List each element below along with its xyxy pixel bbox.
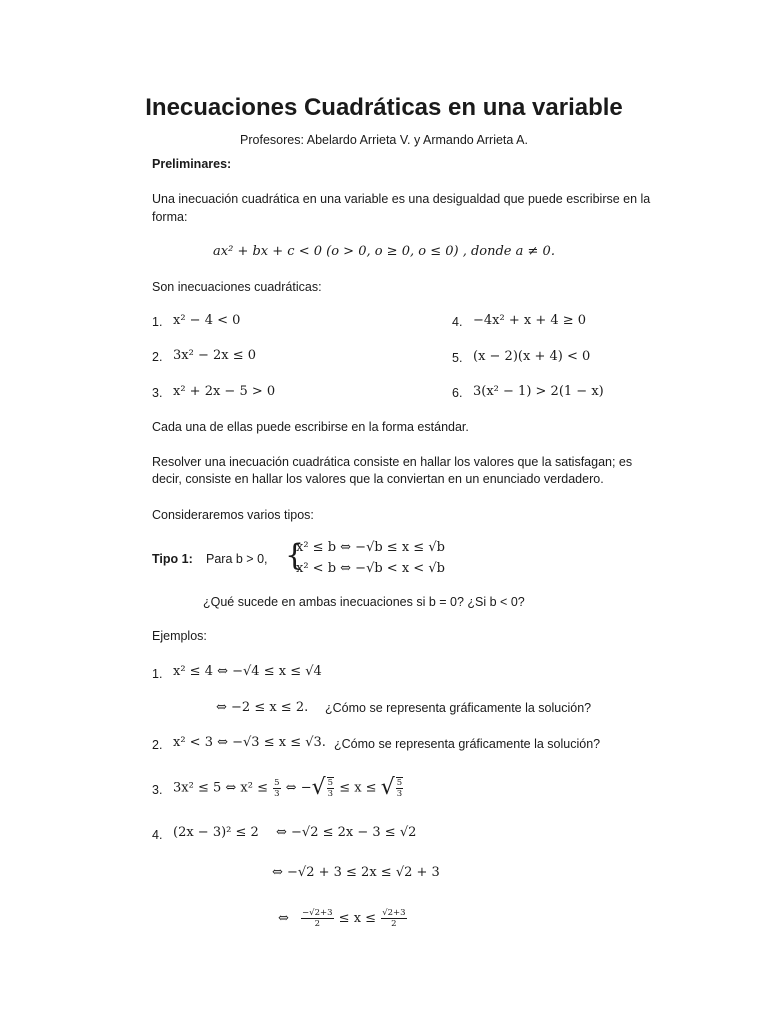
tipo1-line-1: x² ≤ b ⇔ −√b ≤ x ≤ √b <box>296 540 445 555</box>
intro-line-2: forma: <box>152 210 188 224</box>
fraction-denominator: 3 <box>327 789 334 799</box>
example-4-lhs: (2x − 3)² ≤ 2 <box>173 825 259 840</box>
fraction-denominator: 2 <box>314 919 320 929</box>
list-item-expression: (x − 2)(x + 4) < 0 <box>473 349 591 364</box>
preliminares-heading: Preliminares: <box>152 157 232 171</box>
standard-form: ax² + bx + c < 0 (o > 0, o ≥ 0, o ≤ 0) , donde a ≠ 0. <box>213 244 555 259</box>
list-item-number: 5. <box>452 351 463 365</box>
example-2-line: x² < 3 ⇔ −√3 ≤ x ≤ √3. <box>173 735 326 750</box>
intro-line-1: Una inecuación cuadrática en una variable es una desigualdad que puede escribirse en la <box>152 192 651 206</box>
example-2-question: ¿Cómo se representa gráficamente la solución? <box>334 737 601 751</box>
resolver-line-1: Resolver una inecuación cuadrática consiste en hallar los valores que la satisfagan; es <box>152 455 633 469</box>
fraction-numerator: √2+3 <box>382 908 406 918</box>
fraction-denominator: 3 <box>274 788 280 799</box>
list-item-expression: 3x² − 2x ≤ 0 <box>173 348 257 363</box>
example-4-step-2: ⇔ −√2 + 3 ≤ 2x ≤ √2 + 3 <box>272 865 440 880</box>
tipo1-condition: Para b > 0, <box>206 552 268 566</box>
example-number: 2. <box>152 738 163 752</box>
document-title: Inecuaciones Cuadráticas en una variable <box>145 94 623 121</box>
example-number: 3. <box>152 783 163 797</box>
example-4-step-1: ⇔ −√2 ≤ 2x − 3 ≤ √2 <box>276 825 417 840</box>
list-item-expression: 3(x² − 1) > 2(1 − x) <box>473 384 604 399</box>
example-3-expression <box>173 773 404 803</box>
list-item-number: 6. <box>452 386 463 400</box>
list-item-number: 2. <box>152 350 163 364</box>
equivalence-symbol: ⇔ <box>278 911 289 926</box>
fraction-denominator: 3 <box>396 789 403 799</box>
standard-form-note: Cada una de ellas puede escribirse en la forma estándar. <box>152 420 469 434</box>
fraction <box>273 778 280 799</box>
fraction-numerator: 5 <box>327 778 334 788</box>
example-4-middle: ≤ x ≤ <box>338 911 377 926</box>
example-number: 1. <box>152 667 163 681</box>
list-item-number: 1. <box>152 315 163 329</box>
example-3-part-b: ⇔ − <box>285 780 312 796</box>
sqrt-icon: √ <box>311 775 326 800</box>
fraction-numerator: −√2+3 <box>302 908 333 918</box>
tipo1-label: Tipo 1: <box>152 552 193 566</box>
list-item-expression: −4x² + x + 4 ≥ 0 <box>473 313 587 328</box>
list-item-expression: x² + 2x − 5 > 0 <box>173 384 276 399</box>
fraction <box>301 908 333 929</box>
fraction-numerator: 5 <box>274 777 280 788</box>
example-1-line-1: x² ≤ 4 ⇔ −√4 ≤ x ≤ √4 <box>173 664 322 679</box>
example-4-step-3 <box>278 904 408 934</box>
fraction <box>327 777 334 799</box>
ejemplos-heading: Ejemplos: <box>152 629 207 643</box>
son-heading: Son inecuaciones cuadráticas: <box>152 280 322 294</box>
tipos-heading: Consideraremos varios tipos: <box>152 508 314 522</box>
fraction <box>396 777 403 799</box>
fraction <box>381 908 406 929</box>
tipo1-line-2: x² < b ⇔ −√b < x < √b <box>296 561 445 576</box>
example-3-part-a: 3x² ≤ 5 ⇔ x² ≤ <box>173 780 268 796</box>
example-number: 4. <box>152 828 163 842</box>
authors-line: Profesores: Abelardo Arrieta V. y Armando Arrieta A. <box>240 133 528 147</box>
resolver-line-2: decir, consiste en hallar los valores que la conviertan en un enunciado verdadero. <box>152 472 604 486</box>
list-item-expression: x² − 4 < 0 <box>173 313 241 328</box>
example-1-line-2: ⇔ −2 ≤ x ≤ 2. <box>216 700 309 715</box>
tipo1-question: ¿Qué sucede en ambas inecuaciones si b = 0? ¿Si b < 0? <box>203 595 525 609</box>
fraction-denominator: 2 <box>391 919 397 929</box>
left-brace-icon: { <box>285 538 305 573</box>
example-1-question: ¿Cómo se representa gráficamente la solución? <box>325 701 592 715</box>
example-3-part-c: ≤ x ≤ <box>339 780 377 796</box>
fraction-numerator: 5 <box>396 778 403 788</box>
sqrt-icon: √ <box>380 775 395 800</box>
list-item-number: 3. <box>152 386 163 400</box>
list-item-number: 4. <box>452 315 463 329</box>
